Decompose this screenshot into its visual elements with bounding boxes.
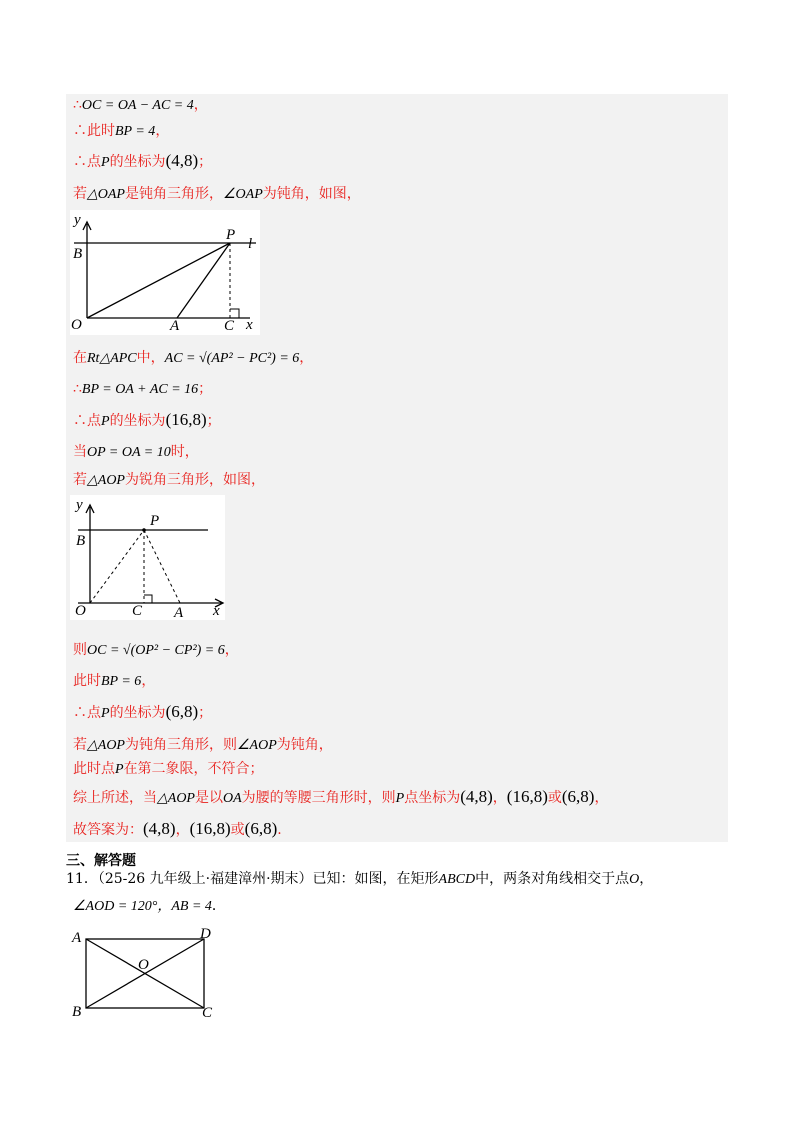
fig1-label-c: C <box>224 318 235 334</box>
fig1-label-a: A <box>170 318 180 334</box>
solution-line-11: 此时BP = 6， <box>73 673 156 689</box>
figure-rectangle-abcd <box>68 922 218 1026</box>
solution-line-14: 此时点P在第二象限，不符合； <box>73 761 264 777</box>
fig2-label-o: O <box>75 603 86 619</box>
solution-line-1: ∴OC = OA − AC = 4， <box>73 97 208 113</box>
solution-line-9: 若△AOP为锐角三角形，如图， <box>73 472 265 488</box>
fig3-label-d: D <box>200 926 211 942</box>
solution-line-6: ∴BP = OA + AC = 16； <box>73 381 213 397</box>
fig1-label-b: B <box>73 246 83 262</box>
solution-line-2: ∴此时BP = 4， <box>73 123 170 139</box>
fig3-label-a: A <box>72 930 82 946</box>
answer-panel <box>66 94 728 842</box>
fig1-label-y: y <box>74 212 81 228</box>
solution-line-16: 故答案为：(4,8)，(16,8)或(6,8). <box>73 819 282 838</box>
fig2-label-c: C <box>132 603 143 619</box>
solution-line-3: ∴点P的坐标为(4,8)； <box>73 151 213 170</box>
fig1-label-x: x <box>246 317 253 333</box>
figure-obtuse-oap <box>70 210 260 339</box>
solution-line-8: 当OP = OA = 10时， <box>73 444 199 460</box>
figure-acute-aop <box>70 495 225 624</box>
section-title: 三、解答题 <box>66 853 136 869</box>
solution-line-13: 若△AOP为钝角三角形，则∠AOP为钝角， <box>73 737 333 753</box>
fig2-label-p: P <box>150 513 160 529</box>
problem-11-given: ∠AOD = 120°，AB = 4． <box>73 898 226 914</box>
fig2-label-b: B <box>76 533 86 549</box>
fig1-label-l: l <box>248 236 253 252</box>
fig2-label-a: A <box>174 605 184 620</box>
solution-line-5: 在Rt△APC中，AC = √(AP² − PC²) = 6， <box>73 350 314 366</box>
solution-line-12: ∴点P的坐标为(6,8)； <box>73 702 213 721</box>
fig1-label-o: O <box>71 317 82 333</box>
fig3-label-c: C <box>202 1005 213 1021</box>
fig2-label-y: y <box>76 497 83 513</box>
solution-line-4: 若△OAP是钝角三角形，∠OAP为钝角，如图， <box>73 186 361 202</box>
fig1-label-p: P <box>226 227 236 243</box>
fig3-label-o: O <box>138 957 149 973</box>
solution-line-15: 综上所述，当△AOP是以OA为腰的等腰三角形时，则P点坐标为(4,8)，(16,8)或(6,8)， <box>73 787 609 806</box>
fig3-label-b: B <box>72 1004 82 1020</box>
solution-line-10: 则OC = √(OP² − CP²) = 6， <box>73 642 239 658</box>
solution-line-7: ∴点P的坐标为(16,8)； <box>73 410 221 429</box>
problem-11-text: 11．（25-26 九年级上·福建漳州·期末）已知：如图，在矩形ABCD中，两条对角线相交于点O， <box>66 871 654 887</box>
fig2-label-x: x <box>213 603 220 619</box>
